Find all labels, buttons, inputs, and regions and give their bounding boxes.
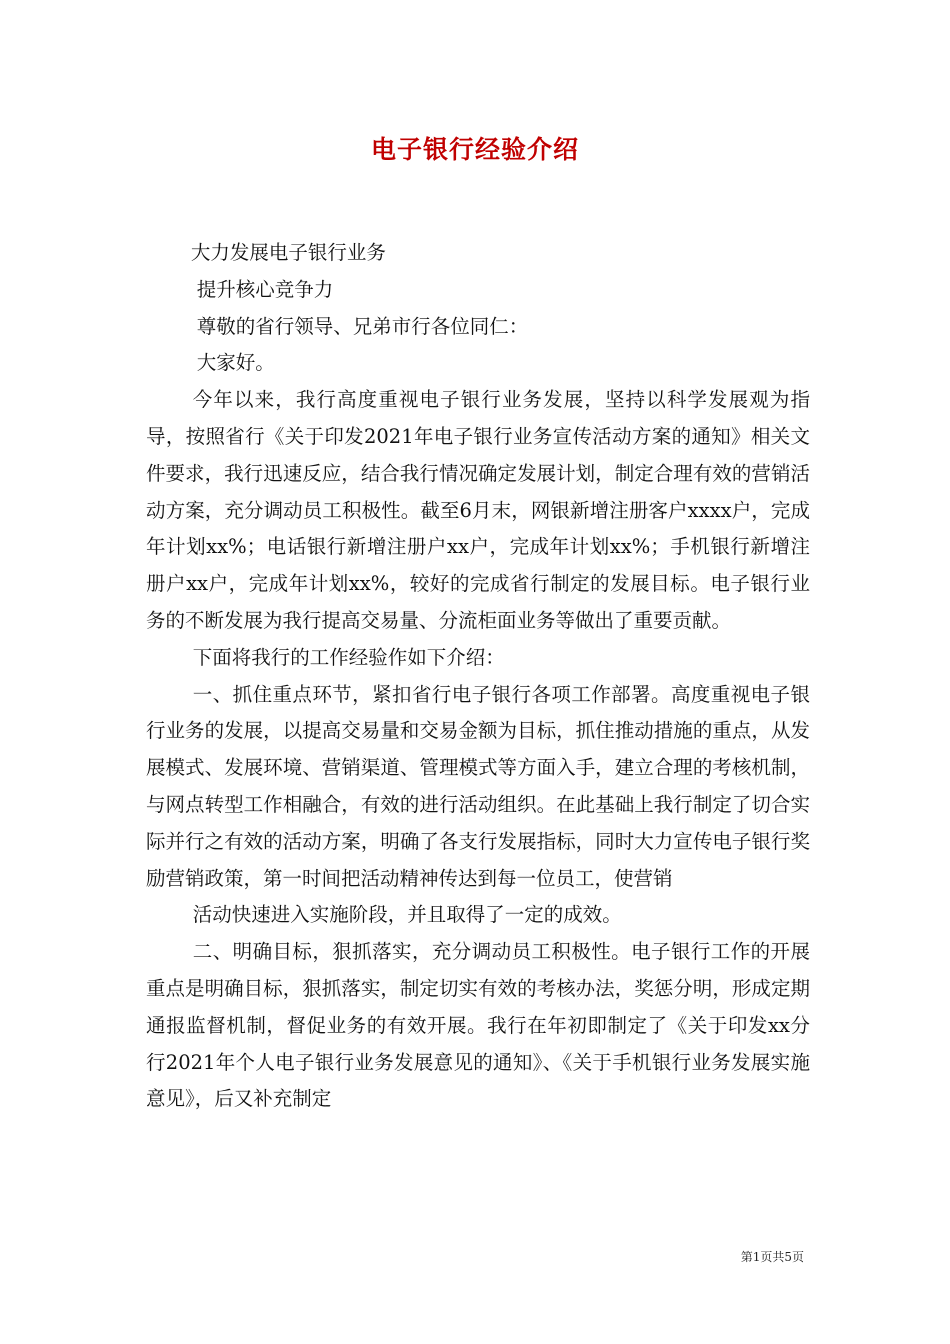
paragraph: 一、抓住重点环节，紧扣省行电子银行各项工作部署。高度重视电子银行业务的发展，以提高交易量和交易金额为目标，抓住推动措施的重点，从发展模式、发展环境、营销渠道、管理模式等方面入手，建立合理的考核机制，与网点转型工作相融合，有效的进行活动组织。在此基础上我行制定了切合实际并行之有效的活动方案，明确了各支行发展指标，同时大力宣传电子银行奖励营销政策，第一时间把活动精神传达到每一位员工，使营销 <box>146 682 810 890</box>
page-number: 第1页共5页 <box>740 1250 804 1264</box>
greeting: 大家好。 <box>196 351 275 375</box>
document-body <box>146 235 810 1118</box>
paragraph: 今年以来，我行高度重视电子银行业务发展，坚持以科学发展观为指导，按照省行《关于印发2021年电子银行业务宣传活动方案的通知》相关文件要求，我行迅速反应，结合我行情况确定发展计划，制定合理有效的营销活动方案，充分调动员工积极性。截至6月末，网银新增注册客户xxxx户，完成年计划xx%；电话银行新增注册户xx户，完成年计划xx%；手机银行新增注册户xx户，完成年计划xx%，较好的完成省行制定的发展目标。电子银行业务的不断发展为我行提高交易量、分流柜面业务等做出了重要贡献。 <box>146 388 810 632</box>
heading-line-1: 大力发展电子银行业务 <box>190 241 386 264</box>
paragraph: 活动快速进入实施阶段，并且取得了一定的成效。 <box>192 903 622 927</box>
salutation: 尊敬的省行领导、兄弟市行各位同仁： <box>196 314 529 338</box>
paragraph: 二、明确目标，狠抓落实，充分调动员工积极性。电子银行工作的开展重点是明确目标，狠抓落实，制定切实有效的考核办法，奖惩分明，形成定期通报监督机制，督促业务的有效开展。我行在年初即制定了《关于印发xx分行2021年个人电子银行业务发展意见的通知》、《关于手机银行业务发展实施意见》，后又补充制定 <box>146 940 810 1111</box>
document-title: 电子银行经验介绍 <box>370 135 579 164</box>
heading-line-2: 提升核心竞争力 <box>196 277 334 301</box>
paragraph: 下面将我行的工作经验作如下介绍： <box>192 645 505 669</box>
